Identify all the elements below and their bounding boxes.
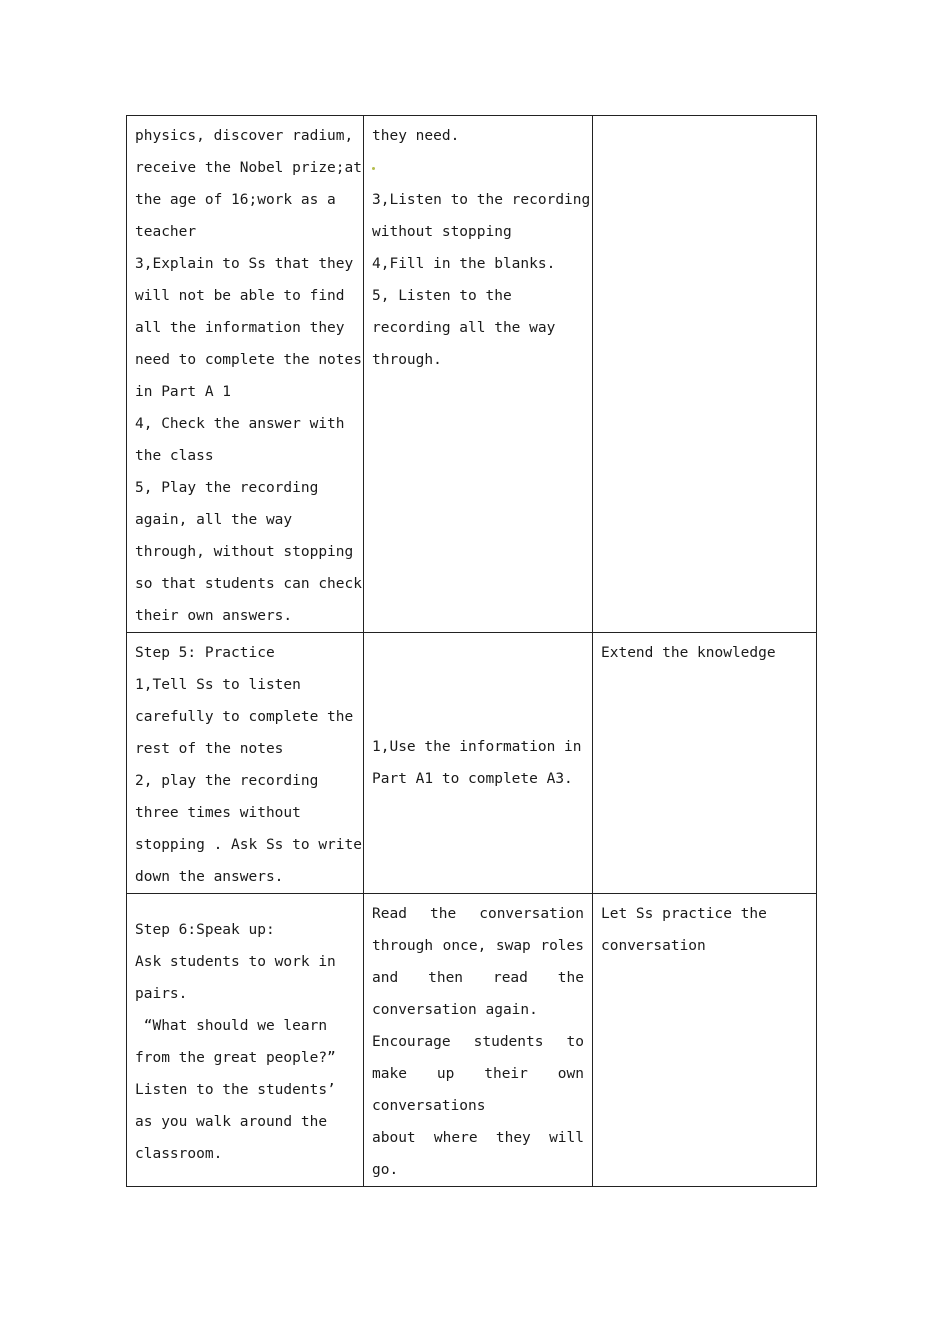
text-line: 5, Listen to the [372,288,512,304]
text-line: they need. [372,128,460,144]
teacher-activity-cell [127,116,364,633]
text-line: physics, discover radium, [135,128,354,144]
purpose-cell [593,894,817,1187]
text-line: the age of 16;work as a [135,192,336,208]
text-line: through. [372,352,442,368]
text-line: about where they will [372,1130,584,1146]
text-line: pairs. [135,986,188,1002]
text-line: 3,Explain to Ss that they [135,256,354,272]
spacer [135,898,355,914]
student-activity-cell [364,116,593,633]
purpose-cell [593,633,817,894]
text-line: again, all the way [135,512,293,528]
text-line: in Part A 1 [135,384,232,400]
text-line: conversations [372,1098,486,1114]
text-line: down the answers. [135,869,284,885]
text-line: and then read the [372,970,584,986]
text-line: 2, play the recording [135,773,319,789]
text-line: Ask students to work in [135,954,336,970]
text-line: Let Ss practice the [601,906,767,922]
text-line: so that students can check [135,576,362,592]
text-line: conversation again. [372,1002,538,1018]
text-line: stopping . Ask Ss to write [135,837,362,853]
text-line: 5, Play the recording [135,480,319,496]
speck-mark [372,167,375,170]
text-line: receive the Nobel prize;at [135,160,362,176]
text-line: rest of the notes [135,741,284,757]
text-line: Step 6:Speak up: [135,922,275,938]
text-line: Encourage students to [372,1034,584,1050]
text-line: 4, Check the answer with [135,416,345,432]
text-line: from the great people?” [135,1050,336,1066]
student-activity-cell [364,894,593,1187]
table-row [127,894,817,1187]
teacher-activity-cell [127,633,364,894]
text-line: 4,Fill in the blanks. [372,256,556,272]
text-line: Read the conversation [372,906,584,922]
text-line: 3,Listen to the recording [372,192,591,208]
text-line: the class [135,448,214,464]
text-line: recording all the way [372,320,556,336]
purpose-cell [593,116,817,633]
text-line: all the information they [135,320,345,336]
text-line: Part A1 to complete A3. [372,771,573,787]
teacher-activity-cell [127,894,364,1187]
text-line: will not be able to find [135,288,345,304]
text-line: carefully to complete the [135,709,354,725]
student-activity-cell [364,633,593,894]
text-line: make up their own [372,1066,584,1082]
text-line: conversation [601,938,706,954]
text-line: through once, swap roles [372,938,584,954]
text-line: 1,Tell Ss to listen [135,677,301,693]
text-line: teacher [135,224,197,240]
text-line: classroom. [135,1146,223,1162]
text-line: their own answers. [135,608,293,624]
text-line: three times without [135,805,301,821]
text-line: 1,Use the information in [372,739,582,755]
text-line: Extend the knowledge [601,645,776,661]
text-line: without stopping [372,224,512,240]
lesson-plan-table [126,115,817,1187]
blank-line [372,152,584,184]
text-line: as you walk around the [135,1114,328,1130]
table-row [127,633,817,894]
text-line: Step 5: Practice [135,645,275,661]
text-line: go. [372,1162,399,1178]
text-line: through, without stopping [135,544,354,560]
text-line: need to complete the notes [135,352,362,368]
table-row [127,116,817,633]
text-line: Listen to the students’ [135,1082,336,1098]
text-line: “What should we learn [135,1018,328,1034]
